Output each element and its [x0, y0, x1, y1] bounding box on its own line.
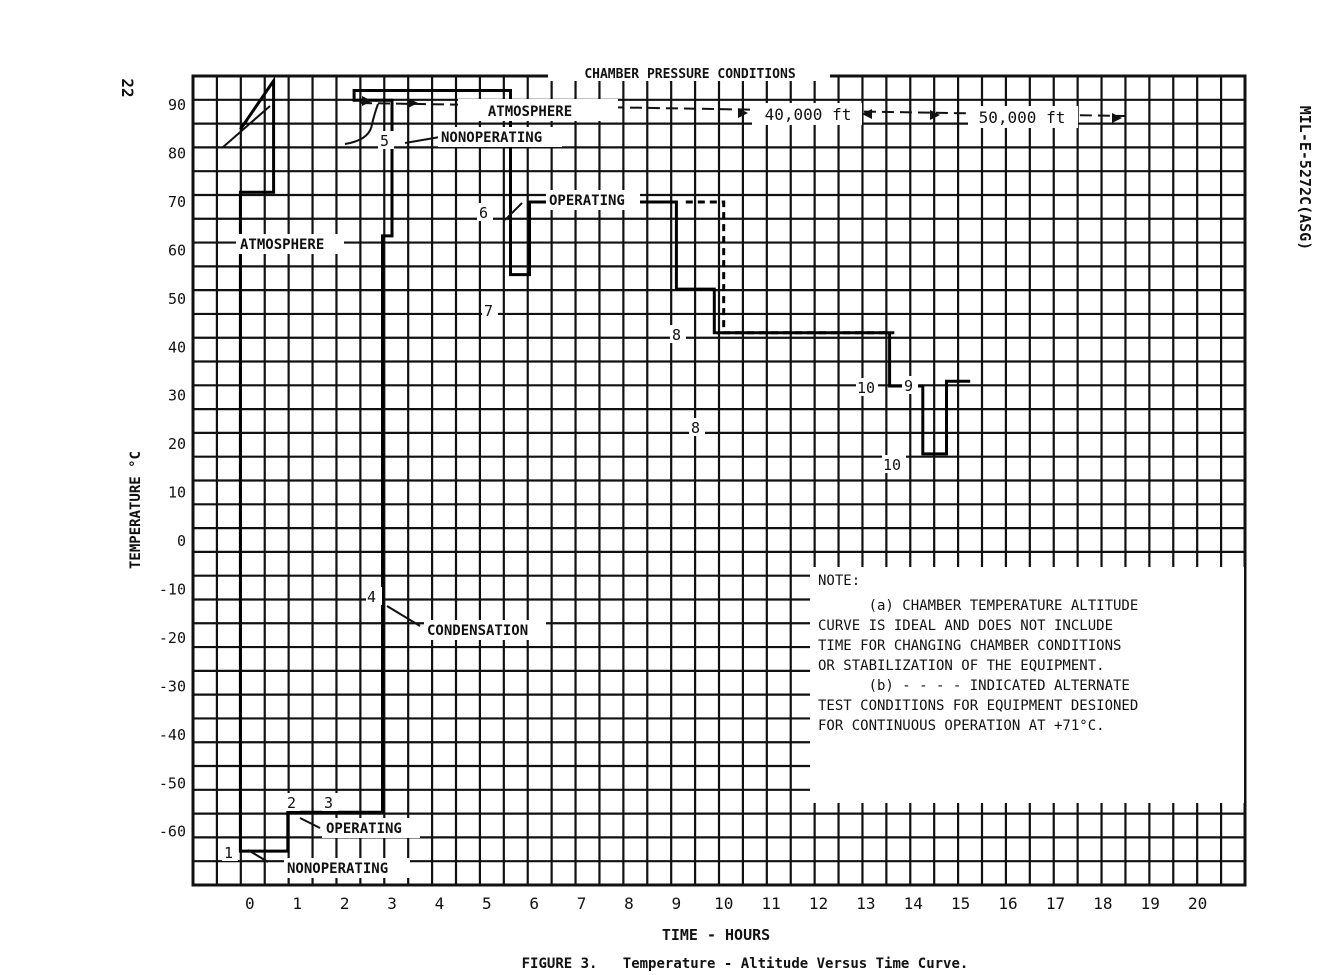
- note-line-6: TEST CONDITIONS FOR EQUIPMENT DESIONED: [818, 698, 1139, 714]
- annotation-atmosphere: ATMOSPHERE: [240, 237, 325, 253]
- step-8b: 8: [691, 419, 701, 437]
- y-tick-label: 0: [176, 532, 186, 551]
- y-axis-title: TEMPERATURE °C: [128, 450, 144, 570]
- x-tick-label: 4: [434, 894, 445, 913]
- step-10a: 10: [857, 379, 876, 397]
- x-tick-label: 11: [761, 894, 781, 913]
- y-tick-label: 20: [167, 435, 186, 454]
- x-tick-label: 3: [387, 894, 397, 913]
- x-tick-label: 8: [624, 894, 634, 913]
- step-7: 7: [484, 302, 494, 320]
- pressure-atmosphere: ATMOSPHERE: [487, 104, 573, 120]
- x-tick-label: 16: [998, 894, 1018, 913]
- step-2: 2: [287, 794, 297, 812]
- y-tick-label: 70: [167, 192, 186, 211]
- pressure-50000ft: 50,000 ft: [978, 108, 1066, 127]
- annotation-nonoperating-top: NONOPERATING: [441, 130, 543, 146]
- note-line-7: FOR CONTINUOUS OPERATION AT +71°C.: [818, 718, 1105, 734]
- x-tick-label: 2: [339, 894, 350, 913]
- x-tick-label: 18: [1093, 894, 1113, 913]
- y-tick-label: 80: [167, 144, 186, 163]
- y-tick-label: -10: [158, 580, 186, 599]
- annotation-nonoperating-low: NONOPERATING: [287, 861, 389, 877]
- y-tick-labels: [159, 96, 186, 841]
- y-tick-label: 10: [167, 483, 186, 502]
- step-5: 5: [380, 132, 390, 150]
- x-tick-label: 10: [714, 894, 734, 913]
- step-4: 4: [367, 588, 377, 606]
- y-tick-label: -40: [158, 725, 186, 744]
- y-tick-label: 50: [167, 289, 186, 308]
- y-tick-label: -30: [158, 677, 186, 696]
- step-10b: 10: [883, 456, 902, 474]
- x-tick-label: 13: [856, 894, 876, 913]
- note-line-4: OR STABILIZATION OF THE EQUIPMENT.: [818, 658, 1105, 674]
- pressure-40000ft: 40,000 ft: [764, 105, 852, 124]
- figure-caption: FIGURE 3. Temperature - Altitude Versus Time Curve.: [521, 956, 969, 972]
- x-tick-label: 6: [529, 894, 540, 913]
- chart-title: CHAMBER PRESSURE CONDITIONS: [584, 67, 796, 82]
- note-line-5: (b) - - - - INDICATED ALTERNATE: [818, 678, 1130, 694]
- x-tick-label: 5: [481, 894, 492, 913]
- note-line-1: (a) CHAMBER TEMPERATURE ALTITUDE: [818, 598, 1139, 614]
- x-tick-label: 0: [245, 894, 255, 913]
- x-axis-title: TIME - HOURS: [661, 926, 771, 944]
- annotation-operating-mid: OPERATING: [549, 193, 625, 209]
- y-tick-label: 90: [167, 96, 186, 115]
- x-tick-label: 9: [671, 894, 682, 913]
- annotation-condensation: CONDENSATION: [427, 623, 529, 639]
- x-tick-label: 17: [1045, 894, 1066, 913]
- y-tick-label: -50: [158, 774, 186, 793]
- note-box: [810, 567, 1244, 803]
- y-tick-label: 30: [167, 386, 186, 405]
- y-tick-label: -20: [158, 628, 186, 647]
- y-tick-label: 40: [167, 338, 186, 357]
- x-tick-label: 15: [951, 894, 971, 913]
- x-tick-label: 19: [1140, 894, 1160, 913]
- step-3: 3: [324, 794, 334, 812]
- document-number: MIL-E-5272C(ASG): [1296, 105, 1314, 251]
- x-tick-label: 7: [576, 894, 587, 913]
- x-tick-label: 14: [903, 894, 923, 913]
- y-tick-label: 60: [167, 241, 186, 260]
- y-tick-label: -60: [158, 822, 186, 841]
- x-tick-label: 12: [808, 894, 829, 913]
- note-line-0: NOTE:: [818, 573, 861, 589]
- note-line-3: TIME FOR CHANGING CHAMBER CONDITIONS: [818, 638, 1122, 654]
- step-6: 6: [479, 204, 489, 222]
- step-9: 9: [904, 377, 914, 395]
- x-tick-labels: [245, 894, 1207, 913]
- step-1: 1: [224, 844, 234, 862]
- annotation-operating-low: OPERATING: [326, 821, 402, 837]
- x-tick-label: 20: [1187, 894, 1208, 913]
- note-line-2: CURVE IS IDEAL AND DOES NOT INCLUDE: [818, 618, 1114, 634]
- step-8a: 8: [672, 326, 682, 344]
- x-tick-label: 1: [292, 894, 303, 913]
- page-number: 22: [118, 78, 137, 98]
